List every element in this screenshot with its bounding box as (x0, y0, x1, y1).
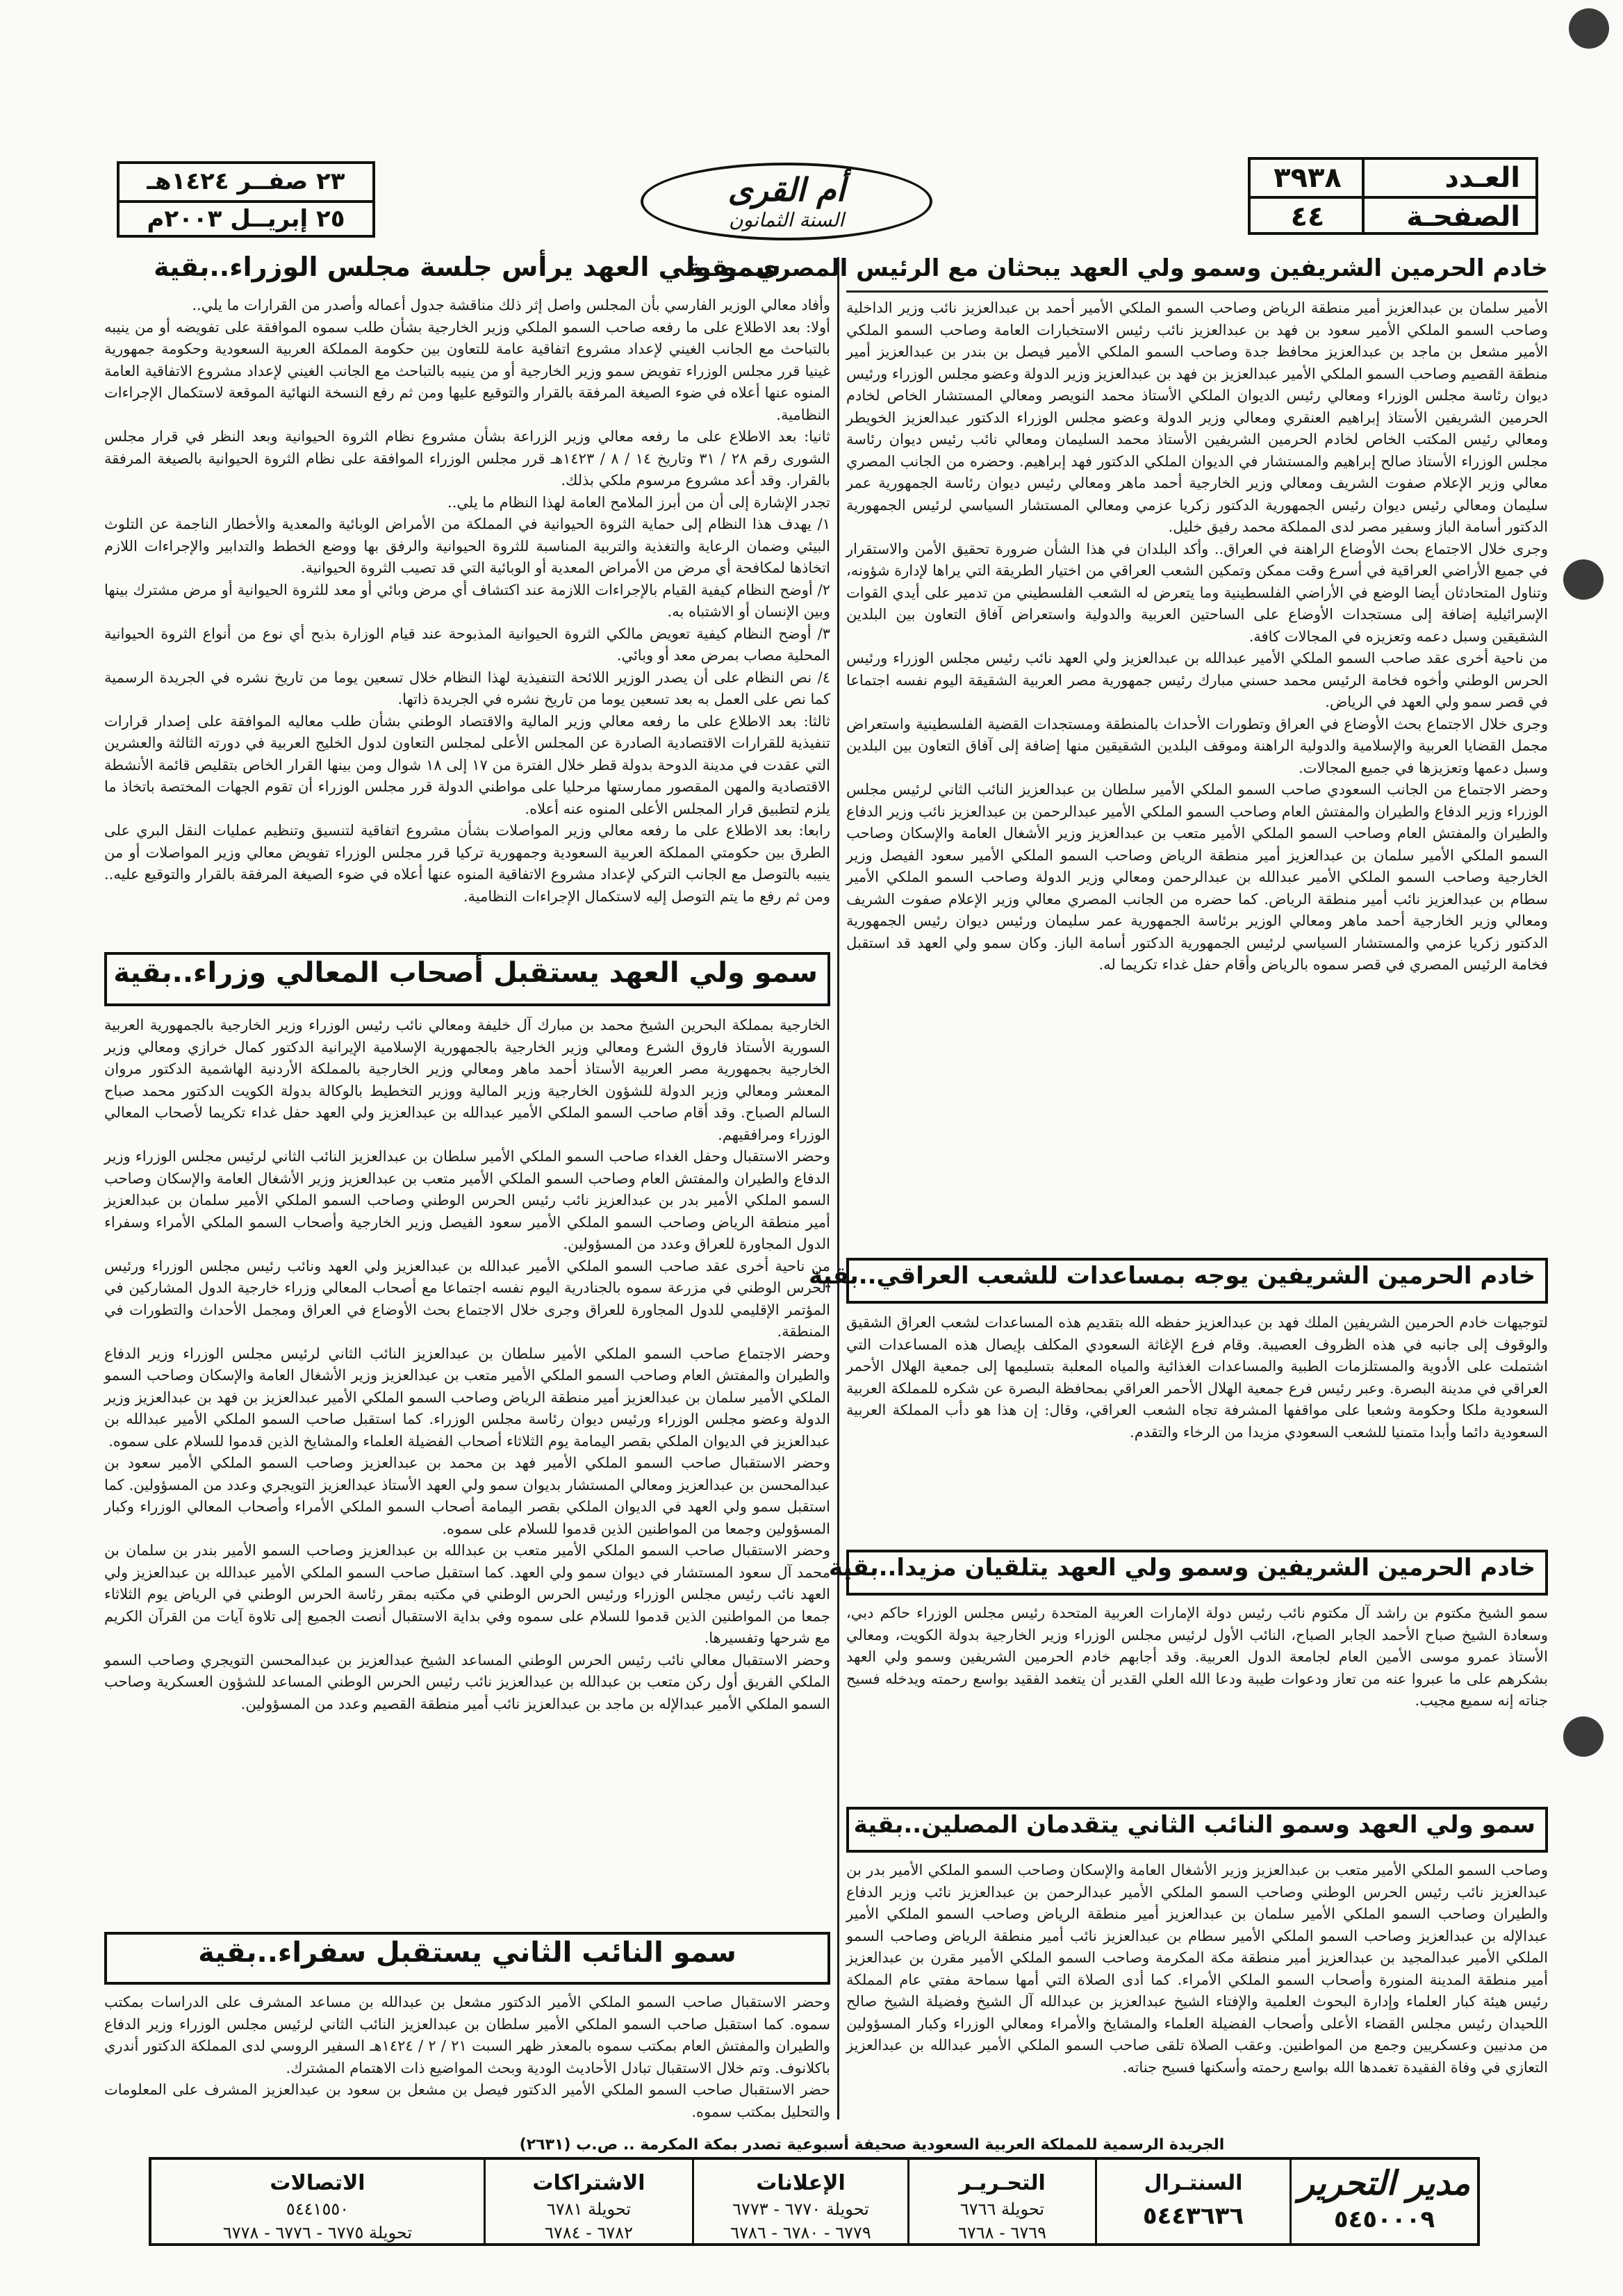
b1-paragraph: ٢/ أوضح النظام كيفية القيام بالإجراءات اللازمة عند اكتشاف أي مرض وبائي أو معد للثروة الحيوانية أو مرض مشترك بينها وبين الإنسان أو الاشتباه به. (104, 581, 830, 620)
b2-paragraph: من ناحية أخرى عقد صاحب السمو الملكي الأمير عبدالله بن عبدالعزيز ولي العهد ونائب رئيس مجلس الوزراء ورئيس الحرس الوطني في مزرعة سموه بالجنادرية اليوم نفسه اجتماعا مع أصحاب المعالي وزراء خارجية الدول المشاركين في المؤتمر الإقليمي للدول المجاورة للعراق وجرى خلال الاجتماع بحث الأوضاع في العراق ومجمل الأحداث والتطورات في المنطقة. (104, 1257, 830, 1340)
editorial-label: التحـريـر (959, 2171, 1046, 2195)
page-number: ٤٤ (1290, 201, 1325, 233)
headline-a3: خادم الحرمين الشريفين وسمو ولي العهد يتلقيان مزيدا..بقية (846, 1550, 1548, 1596)
a1-paragraph: الأمير سلمان بن عبدالعزيز أمير منطقة الرياض وصاحب السمو الملكي الأمير أحمد بن عبدالعزيز نائب وزير الداخلية وصاحب السمو الملكي الأمير سعود بن فهد بن عبدالعزيز نائب رئيس الاستخبارات العامة وصاحب السمو الملكي الأمير مشعل بن ماجد بن عبدالعزيز محافظ جدة وصاحب السمو الملكي الأمير فيصل بن بندر بن عبدالعزيز أمير منطقة القصيم وصاحب السمو الملكي الأمير عبدالعزيز بن فهد بن عبدالعزيز وزير الدولة وعضو مجلس الوزراء ورئيس ديوان رئاسة مجلس الوزراء ومعالي رئيس الديوان الملكي الأستاذ محمد النويصر ومعالي المستشار الخاص لخادم الحرمين الشريفين الأستاذ إبراهيم العنقري ومعالي وزير الدولة وعضو مجلس الوزراء الدكتور عبدالعزيز الخويطر ومعالي رئيس المكتب الخاص لخادم الحرمين الشريفين الأستاذ محمد السليمان ومعالي نائب رئيس ديوان رئاسة مجلس الوزراء الأستاذ صالح إبراهيم والمستشار في الديوان الملكي الدكتور فهد إبراهيم. وحضره من الجانب المصري معالي وزير الإعلام صفوت الشريف ومعالي وزير الخارجية أحمد ماهر ومعالي رئيس ديوان رئاسة الجمهورية عمر سليمان ومعالي رئيس ديوان رئيس الجمهورية الدكتور زكريا عزمي ومعالي المستشار السياسي لرئيس الجمهورية الدكتور أسامة الباز وسفير مصر لدى المملكة محمد رفيق خليل. (846, 300, 1549, 535)
headline-a4: سمو ولي العهد وسمو النائب الثاني يتقدمان المصلين..بقية (846, 1807, 1548, 1853)
switchboard-label: السنتـرال (1144, 2171, 1243, 2195)
b2-paragraph: وحضر الاستقبال صاحب السمو الملكي الأمير متعب بن عبدالله بن عبدالعزيز وصاحب السمو الأمير بندر بن سلمان بن محمد آل سعود المستشار في ديوان سمو ولي العهد. كما استقبل صاحب السمو الملكي الأمير عبدالله بن عبدالعزيز ولي العهد نائب رئيس مجلس الوزراء ورئيس الحرس الوطني في مكتبه بمقر رئاسة الحرس الوطني في الرياض يوم الثلاثاء جمعا من المواطنين الذين قدموا للسلام على سموه وفي بداية الاستقبال أنصت الجميع إلى تلاوة آيات من القرآن الكريم مع شرحها وتفسيرها. (104, 1542, 830, 1646)
subs-line1: تحويلة ٦٧٨١ (546, 2199, 632, 2219)
logo-text: أم القرى (727, 171, 846, 208)
contact-label: الاتصالات (270, 2171, 365, 2195)
b2-paragraph: وحضر الاستقبال معالي نائب رئيس الحرس الوطني المساعد الشيخ عبدالعزيز بن عبدالمحسن التويجري وصاحب السمو الملكي الفريق أول ركن متعب بن عبدالله بن عبدالعزيز نائب رئيس الحرس الوطني المساعد للشؤون العسكرية وصاحب السمو الملكي الأمير عبدالإله بن ماجد بن عبدالعزيز نائب أمير منطقة القصيم وعدد من المسؤولين. (104, 1651, 830, 1712)
b1-paragraph: رابعا: بعد الاطلاع على ما رفعه معالي وزير المواصلات بشأن مشروع اتفاقية لتنسيق وتنظيم عمليات النقل البري على الطرق بين حكومتي المملكة العربية السعودية وجمهورية تركيا قرر مجلس الوزراء تفويض معالي وزير المواصلات أو من ينيبه بالتوصل مع الجانب التركي لإعداد مشروع الاتفاقية المنوه عنها أعلاه في ضوء الصيغة المرفقة بالقرار والتوقيع عليه.. ومن ثم رفع ما يتم التوصل إليه لاستكمال الإجراءات النظامية. (104, 822, 830, 905)
article-b1-body (104, 295, 830, 934)
footer-contacts (151, 2160, 484, 2243)
binder-hole-top (1569, 8, 1609, 49)
b1-paragraph: وأفاد معالي الوزير الفارسي بأن المجلس واصل إثر ذلك مناقشة جدول أعماله وأصدر من القرارات ما يلي.. (192, 297, 830, 313)
footer-editorial (907, 2160, 1095, 2243)
article-a4-body (846, 1860, 1548, 2103)
a1-paragraph: وحضر الاجتماع من الجانب السعودي صاحب السمو الملكي الأمير سلطان بن عبدالعزيز النائب الثاني لرئيس مجلس الوزراء وزير الدفاع والطيران والمفتش العام وصاحب السمو الملكي الأمير عبدالرحمن بن عبدالعزيز نائب وزير الدفاع والطيران والمفتش العام وصاحب السمو الملكي الأمير متعب بن عبدالعزيز وزير الأشغال العامة والإسكان وصاحب السمو الملكي الأمير سلمان بن عبدالعزيز أمير منطقة الرياض وصاحب السمو الملكي الأمير سعود الفيصل وزير الخارجية وصاحب السمو الملكي الأمير عبدالله بن عبدالرحمن ومعالي وزير الدولة وصاحب السمو الملكي الأمير سطام بن عبدالعزيز نائب أمير منطقة الرياض. كما حضره من الجانب المصري معالي وزير الإعلام صفوت الشريف ومعالي وزير الخارجية أحمد ماهر ومعالي الوزير برئاسة الجمهورية عمر سليمان ورئيس ديوان رئيس الجمهورية الدكتور زكريا عزمي والمستشار السياسي لرئيس الجمهورية الدكتور أسامة الباز. وكان سمو ولي العهد قد استقبل فخامة الرئيس المصري في قصر سموه بالرياض وأقام حفل غداء تكريما له. (846, 781, 1548, 973)
footer-editor (1290, 2160, 1477, 2243)
b2-paragraph: وحضر الاجتماع صاحب السمو الملكي الأمير سلطان بن عبدالعزيز النائب الثاني لرئيس مجلس الوزراء وزير الدفاع والطيران والمفتش العام وصاحب السمو الملكي الأمير متعب بن عبدالعزيز وزير الأشغال العامة والإسكان وصاحب السمو الملكي الأمير سلمان بن عبدالعزيز أمير منطقة الرياض وصاحب السمو الملكي الأمير عبدالعزيز بن فهد بن عبدالعزيز وزير الدولة وعضو مجلس الوزراء ورئيس ديوان رئاسة مجلس الوزراء. كما استقبل صاحب السمو الملكي الأمير عبدالله بن عبدالعزيز في الديوان الملكي بقصر اليمامة يوم الثلاثاء أصحاب الفضيلة العلماء والمشايخ الذين قدموا للسلام على سموه. (104, 1345, 830, 1450)
editorial-line2: ٦٧٦٩ - ٦٧٦٨ (957, 2223, 1047, 2242)
a1-paragraph: من ناحية أخرى عقد صاحب السمو الملكي الأمير عبدالله بن عبدالعزيز ولي العهد نائب رئيس مجلس الوزراء ورئيس الحرس الوطني وأخوه فخامة الرئيس محمد حسني مبارك رئيس جمهورية مصر العربية الشقيقة اليوم نفسه اجتماعا في قصر سمو ولي العهد في الرياض. (846, 650, 1548, 710)
b1-paragraph: ٤/ نص النظام على أن يصدر الوزير اللائحة التنفيذية لهذا النظام خلال تسعين يوما من تاريخ نشره في الجريدة الرسمية كما نص على العمل به بعد تسعين يوما من تاريخ نشره في الجريدة ذاتها. (104, 669, 830, 707)
page-label: الصفحـة (1406, 201, 1520, 233)
footer-subscriptions (484, 2160, 692, 2243)
headline-b1: سمو ولي العهد يرأس جلسة مجلس الوزراء..بقية (154, 252, 781, 282)
issue-label: العـدد (1444, 162, 1520, 194)
logo-subtext: السنة الثمانون (729, 208, 844, 231)
article-a2-body (846, 1312, 1548, 1534)
b1-paragraph: تجدر الإشارة إلى أن من أبرز الملامح العامة لهذا النظام ما يلي.. (447, 493, 830, 511)
subs-label: الاشتراكات (532, 2171, 645, 2195)
rule-a1 (846, 290, 1548, 293)
b3-paragraph: حضر الاستقبال صاحب السمو الملكي الأمير الدكتور فيصل بن مشعل بن سعود بن عبدالعزيز المشرف على المعلومات والتحليل بمكتب سموه. (104, 2081, 830, 2120)
article-b2-body (104, 1015, 830, 1918)
headline-b2: سمو ولي العهد يستقبل أصحاب المعالي وزراء..بقية (104, 952, 830, 1006)
subs-line2: ٦٧٨٢ - ٦٧٨٤ (544, 2223, 634, 2242)
headline-a1: خادم الحرمين الشريفين وسمو ولي العهد يبحثان مع الرئيس المصري..بقية (687, 254, 1548, 282)
a4-paragraph: وصاحب السمو الملكي الأمير متعب بن عبدالعزيز وزير الأشغال العامة والإسكان وصاحب السمو الملكي الأمير بدر بن عبدالعزيز نائب رئيس الحرس الوطني وصاحب السمو الملكي الأمير عبدالرحمن بن عبدالعزيز نائب وزير الدفاع والطيران وصاحب السمو الملكي الأمير سلمان بن عبدالعزيز أمير منطقة الرياض وصاحب السمو الملكي الأمير عبدالإله بن عبدالعزيز وصاحب السمو الملكي الأمير سطام بن عبدالعزيز نائب أمير منطقة الرياض وصاحب السمو الملكي الأمير عبدالمجيد بن عبدالعزيز أمير منطقة مكة المكرمة وصاحب السمو الملكي الأمير مقرن بن عبدالعزيز أمير منطقة المدينة المنورة وأصحاب السمو الملكي الأمراء. كما أدى الصلاة التي أمها سماحة مفتي عام المملكة رئيس هيئة كبار العلماء وإدارة البحوث العلمية والإفتاء الشيخ عبدالعزيز بن عبدالله آل الشيخ وفضيلة الشيخ صالح اللحيدان رئيس مجلس القضاء الأعلى وأصحاب الفضيلة العلماء والمشايخ والأمراء ومعالي الوزراء وكبار المسؤولين من مدنيين وعسكريين وجمع من المواطنين. وعقب الصلاة تلقى صاحب السمو الملكي الأمير عبدالله بن عبدالعزيز التعازي في وفاة الفقيدة تغمدها الله بواسع رحمته وأسكنها فسيح جناته. (846, 1862, 1548, 2076)
b2-paragraph: وحضر الاستقبال وحفل الغداء صاحب السمو الملكي الأمير سلطان بن عبدالعزيز النائب الثاني لرئيس مجلس الوزراء وزير الدفاع والطيران والمفتش العام وصاحب السمو الملكي الأمير متعب بن عبدالعزيز وزير الأشغال العامة والإسكان وصاحب السمو الملكي الأمير بدر بن عبدالعزيز نائب رئيس الحرس الوطني وصاحب السمو الملكي الأمير سلمان بن عبدالعزيز أمير منطقة الرياض وصاحب السمو الملكي الأمير سعود الفيصل وزير الخارجية وأصحاب السمو الملكي الأمراء وسفراء الدول المجاورة للعراق وعدد من المسؤولين. (104, 1148, 830, 1252)
ads-line2: ٦٧٧٩ - ٦٧٨٠ - ٦٧٨٦ (730, 2223, 871, 2242)
b1-paragraph: ثانيا: بعد الاطلاع على ما رفعه معالي وزير الزراعة بشأن مشروع نظام الثروة الحيوانية وبعد النظر في قرار مجلس الشورى رقم ٢٨ / ٣١ وتاريخ ١٤ / ٨ / ١٤٢٣هـ قرر مجلس الوزراء الموافقة على نظام الثروة الحيوانية بالصيغة المرفقة بالقرار. وقد أعد مشروع مرسوم ملكي بذلك. (104, 428, 830, 489)
binder-hole-upper (1563, 559, 1604, 600)
binder-hole-lower (1563, 1716, 1604, 1757)
b1-paragraph: ٣/ أوضح النظام كيفية تعويض مالكي الثروة الحيوانية المذبوحة عند قيام الوزارة بذبح أي نوع من أنواع الثروة الحيوانية المحلية مصاب بمرض معد أو وبائي. (104, 625, 830, 664)
b3-paragraph: وحضر الاستقبال صاحب السمو الملكي الأمير الدكتور مشعل بن عبدالله بن مساعد المشرف على الدراسات بمكتب سموه. كما استقبل صاحب السمو الملكي الأمير سلطان بن عبدالعزيز النائب الثاني لرئيس مجلس الوزراء وزير الدفاع والطيران والمفتش العام بمكتب سموه بالمعذر ظهر السبت ٢١ / ٢ / ١٤٢٤هـ السفير الروسي لدى المملكة الدكتور أندري باكلانوف. وتم خلال الاستقبال تبادل الأحاديث الودية وبحث المواضيع ذات الاهتمام المشترك. (104, 1994, 830, 2076)
b1-paragraph: ١/ يهدف هذا النظام إلى حماية الثروة الحيوانية في المملكة من الأمراض الوبائية والمعدية والأخطار الناجمة عن التلوث البيئي وضمان الرعاية والتغذية والتربية المناسبة للثروة الحيوانية والرفق بها ووضع الخطط والتدابير والإجراءات اللازم اتخاذها لمكافحة أي مرض من الأمراض المعدية أو الوبائية التي قد تصيب الثروة الحيوانية. (104, 516, 830, 576)
editorial-line1: تحويلة ٦٧٦٦ (959, 2199, 1045, 2219)
gregorian-date: ٢٥ إبريــل ٢٠٠٣م (147, 205, 345, 233)
issue-number: ٣٩٣٨ (1274, 162, 1342, 194)
switchboard-number: ٥٤٤٣٦٣٦ (1142, 2202, 1244, 2230)
b2-paragraph: الخارجية بمملكة البحرين الشيخ محمد بن مبارك آل خليفة ومعالي نائب رئيس الوزراء وزير الخارجية بالجمهورية العربية السورية الأستاذ فاروق الشرع ومعالي وزير الخارجية بالجمهورية الإسلامية الإيرانية الدكتور كمال خرازي ومعالي وزير الخارجية بجمهورية مصر العربية الأستاذ أحمد ماهر ومعالي وزير الخارجية بالمملكة الأردنية الهاشمية الدكتور مروان المعشر ومعالي وزير الدولة للشؤون الخارجية وزير المالية ووزير التخطيط بالوكالة بدولة الكويت الدكتور محمد صباح السالم الصباح. وقد أقام صاحب السمو الملكي الأمير عبدالله بن عبدالعزيز ولي العهد حفل غداء تكريما لأصحاب المعالي الوزراء ومرافقيهم. (104, 1017, 830, 1143)
headline-a2: خادم الحرمين الشريفين يوجه بمساعدات للشعب العراقي..بقية (846, 1258, 1548, 1304)
a1-paragraph: وجرى خلال الاجتماع بحث الأوضاع في العراق وتطورات الأحداث بالمنطقة ومستجدات القضية الفلسطينية واستعراض مجمل القضايا العربية والإسلامية والدولية الراهنة وموقف البلدين الشقيقين منها إضافة إلى آفاق التعاون بين البلدين وسبل دعمها وتعزيزها في جميع المجالات. (846, 715, 1548, 776)
a3-paragraph: سمو الشيخ مكتوم بن راشد آل مكتوم نائب رئيس دولة الإمارات العربية المتحدة رئيس مجلس الوزراء حاكم دبي، وسعادة الشيخ صباح الأحمد الجابر الصباح، النائب الأول لرئيس مجلس الوزراء وزير الخارجية بدولة الكويت، ومعالي الأستاذ عمرو موسى الأمين العام لجامعة الدول العربية. وقد أجابهم خادم الحرمين الشريفين وسمو ولي العهد بشكرهم على ما عبروا عنه من تعاز ودعوات طيبة ودعا الله العلي القدير أن يتغمد الفقيد بواسع رحمته ويدخله فسيح جناته إنه سميع مجيب. (846, 1605, 1548, 1709)
article-a1-body (846, 297, 1548, 1243)
contact-line1: ٥٤٤١٥٥٠ (286, 2199, 349, 2219)
b1-paragraph: ثالثا: بعد الاطلاع على ما رفعه معالي وزير المالية والاقتصاد الوطني بشأن طلب معاليه الموافقة على إصدار قرارات تنفيذية للقرارات الاقتصادية الصادرة عن المجلس الأعلى لمجلس التعاون لدول الخليج العربية في دورته الثالثة والعشرين التي عقدت في مدينة الدوحة بدولة قطر خلال الفترة من ١٧ إلى ١٨ شوال ومن بينها القرار الخاص بتقليص قائمة الأنشطة الاقتصادية والمهن المقصور ممارستها مرحليا على مواطني الدولة قرر مجلس الوزراء أن تقوم الجهات المختصة باتخاذ ما يلزم لتطبيق قرار المجلس الأعلى المنوه عنه أعلاه. (104, 712, 830, 817)
headline-b3: سمو النائب الثاني يستقبل سفراء..بقية (104, 1932, 830, 1985)
a2-paragraph: لتوجيهات خادم الحرمين الشريفين الملك فهد بن عبدالعزيز حفظه الله بتقديم هذه المساعدات لشعب العراق الشقيق والوقوف إلى جانبه في هذه الظروف العصيبة. وقام فرع الإغاثة السعودي المكلف بإيصال هذه المساعدات التي اشتملت على الأدوية والمستلزمات الطبية والمساعدات الغذائية والمياه المعلبة بتسليمها إلى جمعية الهلال الأحمر العراقي في مدينة البصرة. وعبر رئيس فرع جمعية الهلال الأحمر العراقي بمحافظة البصرة عن شكره للمملكة العربية السعودية ملكا وحكومة وشعبا على مواقفها المشرفة تجاه الشعب العراقي، وقال: إن هذا هو دأب المملكة العربية السعودية دائما وأبدا متمنيا للشعب السعودي مزيدا من الرخاء والتقدم. (846, 1314, 1548, 1441)
editor-number: ٥٤٥٠٠٠٩ (1333, 2206, 1435, 2233)
footer-contact-box (149, 2157, 1480, 2246)
a1-paragraph: وجرى خلال الاجتماع بحث الأوضاع الراهنة في العراق.. وأكد البلدان في هذا الشأن ضرورة تحقيق الأمن والاستقرار في جميع الأراضي العراقية في أسرع وقت ممكن وتمكين الشعب العراقي من اختيار الطريقة التي يراها لإدارة شؤونه، وتناول المتحادثان أيضا الوضع في الأراضي الفلسطينية وما يتعرض له الشعب الفلسطيني من تدمير على أيدي القوات الإسرائيلية إضافة إلى مستجدات الأوضاع على الساحتين العربية والدولية واستعراض آفاق التعاون بين البلدين الشقيقين وسبل دعمه وتعزيزه في المجالات كافة. (846, 540, 1548, 645)
column-divider (837, 257, 839, 2119)
contact-line2: تحويلة ٦٧٧٥ - ٦٧٧٦ - ٦٧٧٨ (222, 2223, 413, 2242)
b2-paragraph: وحضر الاستقبال صاحب السمو الملكي الأمير فهد بن محمد بن عبدالعزيز وصاحب السمو الملكي الأمير سعود بن عبدالمحسن بن عبدالعزيز ومعالي المستشار بديوان سمو ولي العهد الأستاذ عبدالعزيز التويجري وعدد من المسؤولين. كما استقبل سمو ولي العهد في الديوان الملكي بقصر اليمامة أصحاب السمو الملكي الأمراء وأصحاب المعالي الوزراء وكبار المسؤولين وجمعا من المواطنين الذين قدموا للسلام على سموه. (104, 1454, 830, 1537)
header-date-box (117, 161, 375, 238)
article-b3-body (104, 1992, 830, 2120)
header-issue-box (1248, 157, 1538, 235)
ads-line1: تحويلة ٦٧٧٠ - ٦٧٧٣ (732, 2199, 869, 2219)
footer-ads (692, 2160, 907, 2243)
masthead-logo (641, 163, 932, 240)
ads-label: الإعلانات (756, 2171, 846, 2195)
b1-paragraph: أولا: بعد الاطلاع على ما رفعه صاحب السمو الملكي وزير الخارجية بشأن طلب سموه الموافقة على تفويضه أو من ينيبه بالتباحث مع الجانب الغيني لإعداد مشروع اتفاقية عامة للتعاون بين حكومة المملكة العربية السعودية وحكومة جمهورية غينيا قرر مجلس الوزراء تفويض سمو وزير الخارجية أو من ينيبه بالتباحث مع الجانب الغيني لإعداد مشروع الاتفاقية العامة المنوه عنها أعلاه في ضوء الصيغة المرفقة بالقرار والتوقيع عليها ومن ثم رفع النسخة النهائية الموقعة لاستكمال الإجراءات النظامية. (104, 318, 830, 423)
footer-masthead-note: الجريدة الرسمية للمملكة العربية السعودية صحيفة أسبوعية تصدر بمكة المكرمة .. ص.ب (٢٦٣١) (519, 2136, 1225, 2154)
editor-label: مدير التحرير (1298, 2164, 1471, 2203)
hijri-date: ٢٣ صفــر ١٤٢٤هـ (147, 167, 345, 195)
footer-switchboard (1095, 2160, 1290, 2243)
article-a3-body (846, 1602, 1548, 1797)
